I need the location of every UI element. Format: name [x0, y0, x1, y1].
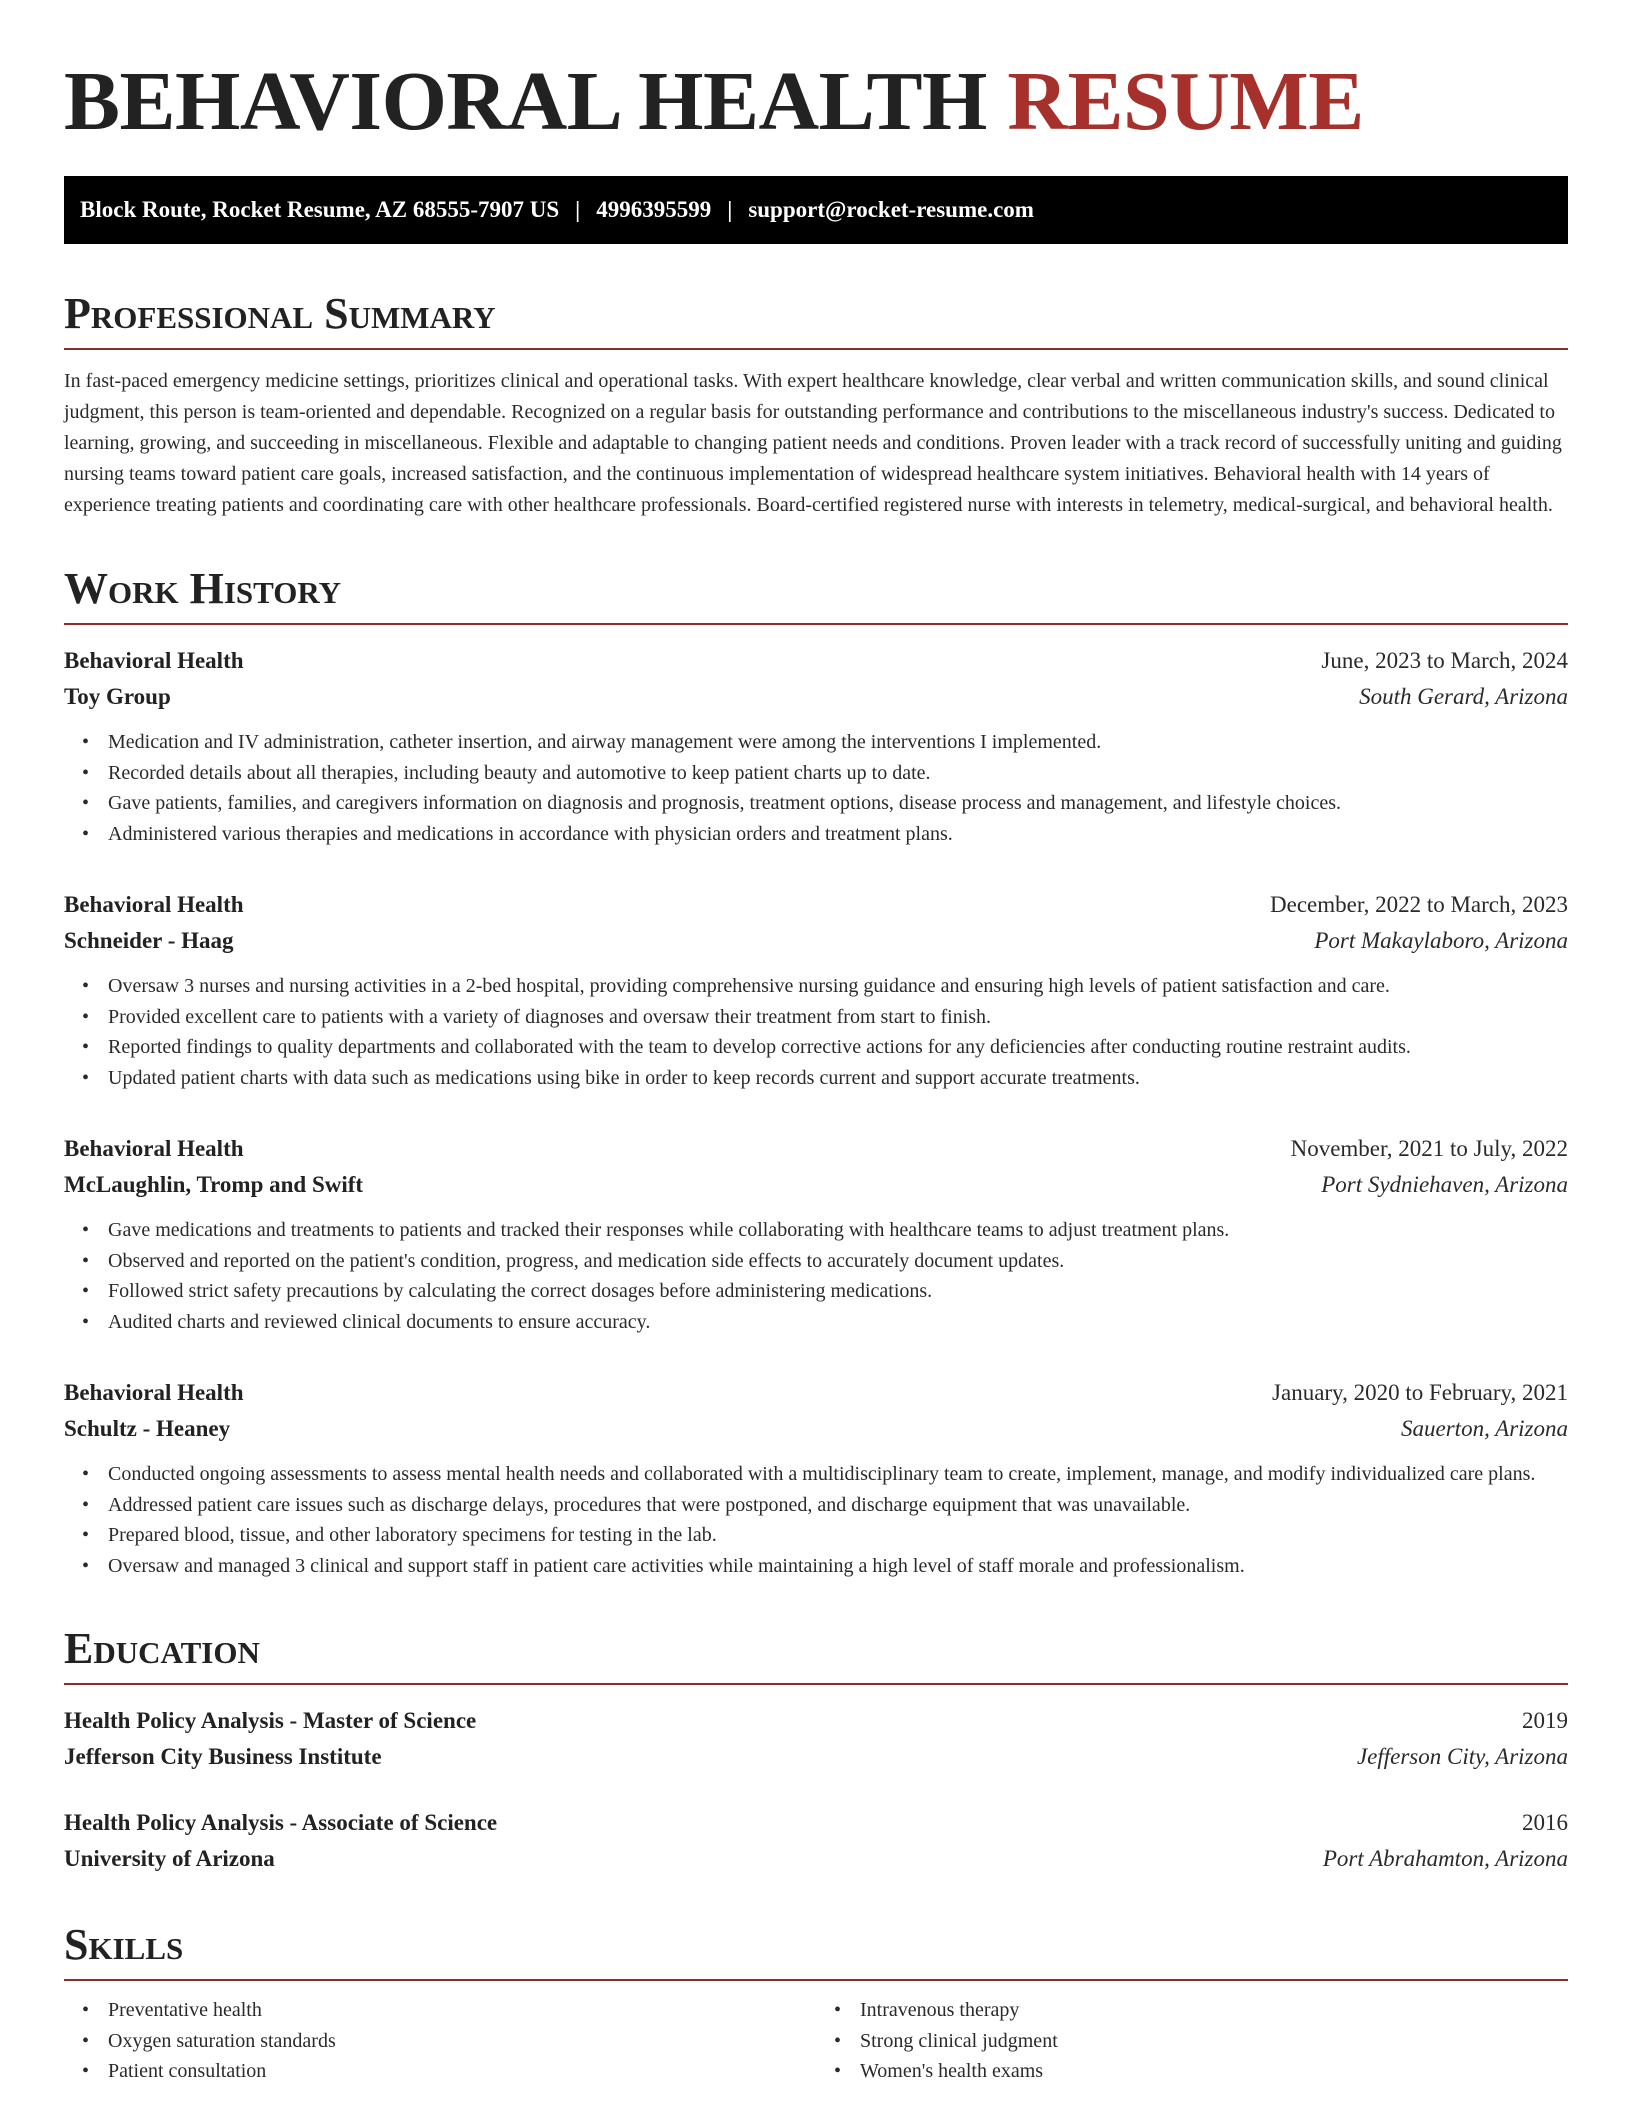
skill-item: • Women's health exams: [860, 2056, 1568, 2087]
contact-separator: |: [575, 197, 581, 222]
contact-separator: |: [727, 197, 733, 222]
job-location: Port Sydniehaven, Arizona: [1321, 1172, 1568, 1197]
job-duty-item: • Recorded details about all therapies, including beauty and automotive to keep patient charts up to date.: [108, 758, 1568, 789]
work-entry: [64, 1131, 1568, 1337]
skills-columns: [64, 1995, 1568, 2087]
job-duty-item: • Reported findings to quality departments and collaborated with the team to develop corrective actions for any deficiencies after conducting routine restraint audits.: [108, 1032, 1568, 1063]
job-duty-item: • Oversaw and managed 3 clinical and support staff in patient care activities while maintaining a high level of staff morale and professionalism.: [108, 1551, 1568, 1582]
school-name: University of Arizona: [64, 1846, 275, 1871]
employer-name: Toy Group: [64, 684, 171, 709]
skill-item: • Oxygen saturation standards: [108, 2026, 816, 2057]
school-location: Jefferson City, Arizona: [1356, 1744, 1568, 1769]
education-heading: Education: [64, 1625, 1568, 1685]
skills-list-left: [64, 1995, 816, 2087]
job-title: Behavioral Health: [64, 892, 244, 917]
degree-name: Health Policy Analysis - Associate of Science: [64, 1810, 498, 1835]
work-entry: [64, 1375, 1568, 1581]
work-history-heading: Work History: [64, 565, 1568, 625]
job-dates: November, 2021 to July, 2022: [1290, 1136, 1568, 1161]
work-entry-subheader: [64, 1167, 1568, 1203]
school-location: Port Abrahamton, Arizona: [1322, 1846, 1568, 1871]
education-entry-subheader: [64, 1739, 1568, 1775]
work-entry: [64, 887, 1568, 1093]
work-history-list: [64, 643, 1568, 1581]
job-title: Behavioral Health: [64, 1380, 244, 1405]
title-accent: RESUME: [1007, 55, 1364, 148]
job-duty-item: • Gave medications and treatments to patients and tracked their responses while collaborating with healthcare teams to adjust treatment plans.: [108, 1215, 1568, 1246]
job-title: Behavioral Health: [64, 1136, 244, 1161]
graduation-year: 2016: [1522, 1810, 1568, 1835]
summary-text: In fast-paced emergency medicine settings, prioritizes clinical and operational tasks. With expert healthcare knowledge, clear verbal and written communication skills, and sound clinical judgment, this person is team-oriented and dependable. Recognized on a regular basis for outstanding performance and contributions to the miscellaneous industry's success. Dedicated to learning, growing, and succeeding in miscellaneous. Flexible and adaptable to changing patient needs and conditions. Proven leader with a track record of successfully uniting and guiding nursing teams toward patient care goals, increased satisfaction, and the continuous implementation of widespread healthcare system initiatives. Behavioral health with 14 years of experience treating patients and coordinating care with other healthcare professionals. Board-certified registered nurse with interests in telemetry, medical-surgical, and behavioral health.: [64, 370, 1562, 516]
job-duty-item: • Observed and reported on the patient's condition, progress, and medication side effects to accurately document updates.: [108, 1246, 1568, 1277]
work-entry-header: [64, 643, 1568, 679]
work-entry-subheader: [64, 1411, 1568, 1447]
job-duty-item: • Audited charts and reviewed clinical documents to ensure accuracy.: [108, 1307, 1568, 1338]
job-duties-list: [64, 971, 1568, 1093]
contact-address: Block Route, Rocket Resume, AZ 68555-7907 US: [80, 197, 560, 222]
skill-item: • Patient consultation: [108, 2056, 816, 2087]
job-dates: January, 2020 to February, 2021: [1272, 1380, 1568, 1405]
skill-item: • Intravenous therapy: [860, 1995, 1568, 2026]
job-duty-item: • Addressed patient care issues such as discharge delays, procedures that were postponed, and discharge equipment that was unavailable.: [108, 1490, 1568, 1521]
job-duties-list: [64, 1459, 1568, 1581]
job-location: Sauerton, Arizona: [1401, 1416, 1568, 1441]
education-entry-header: [64, 1703, 1568, 1739]
work-entry-header: [64, 887, 1568, 923]
school-name: Jefferson City Business Institute: [64, 1744, 382, 1769]
job-duty-item: • Followed strict safety precautions by calculating the correct dosages before administering medications.: [108, 1276, 1568, 1307]
contact-email: support@rocket-resume.com: [748, 197, 1034, 222]
job-dates: June, 2023 to March, 2024: [1321, 648, 1568, 673]
job-duty-item: • Administered various therapies and medications in accordance with physician orders and treatment plans.: [108, 819, 1568, 850]
skills-list-right: [816, 1995, 1568, 2087]
work-entry-subheader: [64, 679, 1568, 715]
education-entry-subheader: [64, 1841, 1568, 1877]
job-duty-item: • Medication and IV administration, catheter insertion, and airway management were among the interventions I implemented.: [108, 727, 1568, 758]
education-entry: [64, 1805, 1568, 1877]
contact-phone: 4996395599: [596, 197, 712, 222]
job-duties-list: [64, 1215, 1568, 1337]
job-duty-item: • Gave patients, families, and caregivers information on diagnosis and prognosis, treatment options, disease process and management, and lifestyle choices.: [108, 788, 1568, 819]
degree-name: Health Policy Analysis - Master of Science: [64, 1708, 477, 1733]
job-duty-item: • Updated patient charts with data such as medications using bike in order to keep records current and support accurate treatments.: [108, 1063, 1568, 1094]
job-title: Behavioral Health: [64, 648, 244, 673]
employer-name: Schultz - Heaney: [64, 1416, 231, 1441]
title-main: BEHAVIORAL HEALTH: [64, 55, 987, 148]
contact-bar: [64, 176, 1568, 244]
job-duty-item: • Oversaw 3 nurses and nursing activities in a 2-bed hospital, providing comprehensive nursing guidance and ensuring high levels of patient satisfaction and care.: [108, 971, 1568, 1002]
job-duty-item: • Conducted ongoing assessments to assess mental health needs and collaborated with a multidisciplinary team to create, implement, manage, and modify individualized care plans.: [108, 1459, 1568, 1490]
work-entry-header: [64, 1131, 1568, 1167]
job-location: South Gerard, Arizona: [1359, 684, 1568, 709]
education-entry-header: [64, 1805, 1568, 1841]
work-entry-subheader: [64, 923, 1568, 959]
work-entry-header: [64, 1375, 1568, 1411]
education-list: [64, 1703, 1568, 1877]
skill-item: • Strong clinical judgment: [860, 2026, 1568, 2057]
job-duty-item: • Provided excellent care to patients with a variety of diagnoses and oversaw their treatment from start to finish.: [108, 1002, 1568, 1033]
resume-title: [64, 52, 1568, 152]
work-entry: [64, 643, 1568, 849]
employer-name: Schneider - Haag: [64, 928, 234, 953]
summary-heading: Professional Summary: [64, 290, 1568, 350]
job-location: Port Makaylaboro, Arizona: [1314, 928, 1568, 953]
skills-heading: Skills: [64, 1921, 1568, 1981]
job-duty-item: • Prepared blood, tissue, and other laboratory specimens for testing in the lab.: [108, 1520, 1568, 1551]
graduation-year: 2019: [1522, 1708, 1568, 1733]
education-entry: [64, 1703, 1568, 1775]
job-duties-list: [64, 727, 1568, 849]
job-dates: December, 2022 to March, 2023: [1270, 892, 1568, 917]
employer-name: McLaughlin, Tromp and Swift: [64, 1172, 364, 1197]
skill-item: • Preventative health: [108, 1995, 816, 2026]
